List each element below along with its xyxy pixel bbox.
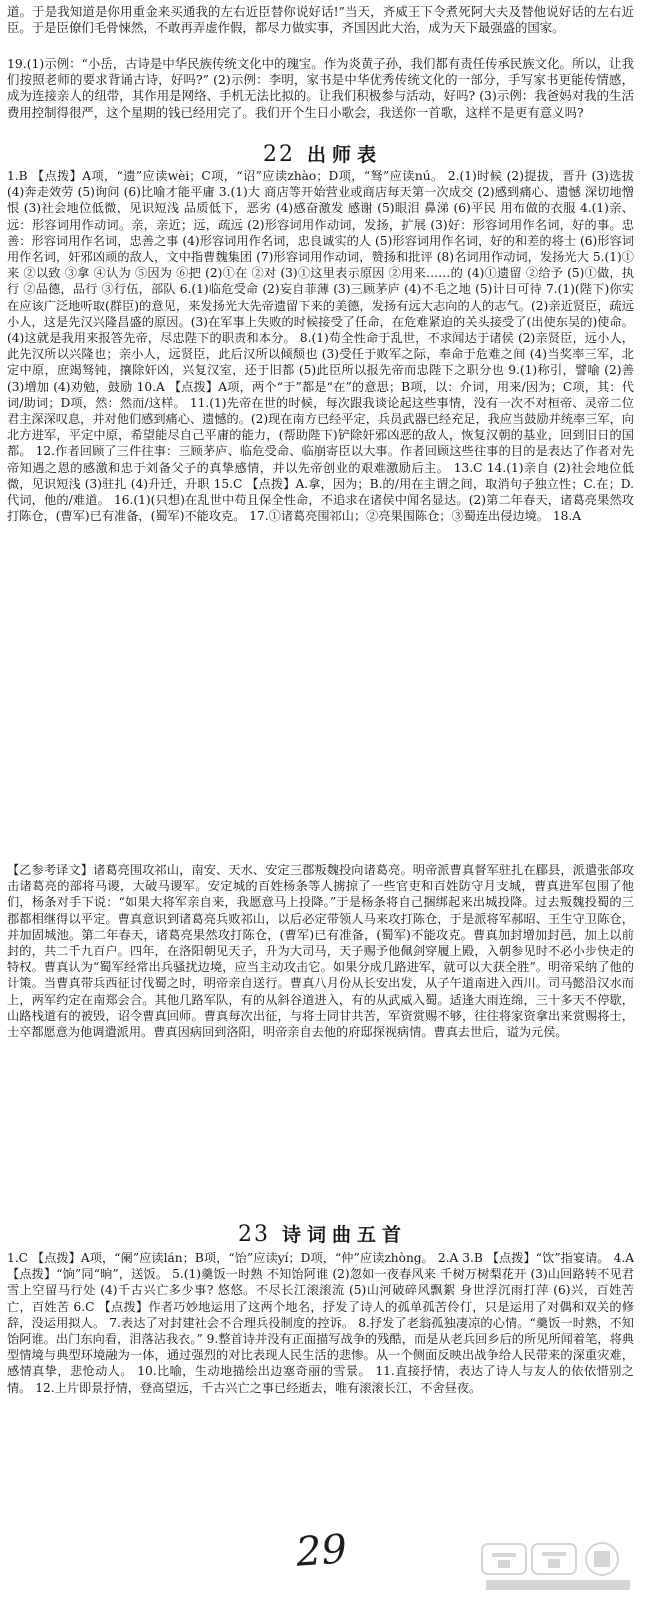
question-19-answer: 19.(1)示例：“小岳，古诗是中华民族传统文化中的瑰宝。作为炎黄子孙，我们都有责任传承民族文化。所以，让我们按照老师的要求背诵古诗，好吗?” (2)示例：李明，家书是中华优秀传统文化的一部分，手写家书更能传情感，成为连接亲人的纽带，其作用是网络、手机无法比拟的。让我们积极参与活动，好吗? (3)示例：我爸妈对我的生活费用控制得很严，这个星期的钱已经用完了。我们开个生日小歌会，我送你一首歌，这样不是更有意义吗? xyxy=(7,56,634,120)
handwritten-page-number: 29 xyxy=(294,1526,349,1576)
section-23-number: 23 xyxy=(237,1222,270,1247)
section-22-reference-translation: 【乙参考译文】诸葛亮围攻祁山，南安、天水、安定三郡叛魏投向诸葛亮。明帝派曹真督军驻扎在郿县，派遣张郃攻击诸葛亮的部将马谡，大破马谡军。安定城的百姓杨条等人掳掠了一些官吏和百姓防守月支城，曹真进军包围了他们，杨条对手下说：“如果大将军亲自来，我愿意马上投降。”于是杨条将自己捆绑起来出城投降。过去叛魏投蜀的三郡都相继得以平定。曹真意识到诸葛亮兵败祁山，以后必定带领人马来攻打陈仓，于是派将军郝昭、王生守卫陈仓，并加固城池。第二年春天，诸葛亮果然攻打陈仓，(曹军)已有准备，(蜀军)不能攻克。曹真加封增加封邑，加上以前封的，共二千九百户。四年，在洛阳朝见天子，升为大司马，天子赐予他佩剑穿履上殿，入朝参见时不必小步快走的特权。曹真认为“蜀军经常出兵骚扰边境，应当主动攻击它。如果分成几路进军，就可以大获全胜”。明帝采纳了他的计策。当曹真带兵西征讨伐蜀之时，明帝亲自送行。曹真八月份从长安出发，从子午道南进入西川。司马懿沿汉水而上，两军约定在南郑会合。其他几路军队，有的从斜谷道进入，有的从武威入蜀。适逢大雨连绵，三十多天不停歇，山路栈道有的被毁，诏令曹真回师。曹真每次出征，与将士同甘共苦，军资赏赐不够，往往将家资拿出来赏赐将士，士卒都愿意为他调遣派用。曹真因病回到洛阳，明帝亲自去他的府邸探视病情。曹真去世后，谥为元侯。 xyxy=(7,863,634,1040)
section-22-number: 22 xyxy=(262,142,295,167)
section-22-title: 出师表 xyxy=(306,144,382,166)
section-23-title: 诗词曲五首 xyxy=(281,1224,407,1246)
watermark-logo xyxy=(478,1540,638,1596)
section-22-answers: 1.B 【点拨】A项，“遗”应读wèi；C项，“诏”应读zhào；D项，“驽”应读nú。 2.(1)时候 (2)提拔，晋升 (3)选拔 (4)奔走效劳 (5)询问 (6)比喻才能平庸 3.(1)大 商店等开始营业或商店每天第一次成交 (2)感到痛心、遗憾 深切地憎恨 (3)社会地位低微，见识短浅 品质低下，恶劣 (4)感奋激发 感谢 (5)眼泪 鼻涕 (6)平民 用布做的衣服 4.(1)亲、远：形容词用作动词。亲，亲近；远，疏远 (2)形容词用作动词，发扬，扩展 (3)好：形容词用作名词，好的事。忠善：形容词用作名词，忠善之事 (4)形容词用作名词，忠良诚实的人 (5)形容词用作名词，好的和差的将士 (6)形容词用作名词，奸邪凶顽的敌人，文中指曹魏集团 (7)形容词用作动词，赞扬和批评 (8)名词用作动词，发扬光大 5.(1)①来 ②以致 ③拿 ④认为 ⑤因为 ⑥把 (2)①在 ②对 (3)①这里表示原因 ②用来……的 (4)①遗留 ②给予 (5)①做，执行 ②品德，品行 ③行伍，部队 6.(1)临危受命 (2)妄自菲薄 (3)三顾茅庐 (4)不毛之地 (5)计日可待 7.(1)(陛下)你实在应该广泛地听取(群臣)的意见，来发扬光大先帝遗留下来的美德，发扬有远大志向的人的志气。(2)亲近贤臣，疏远小人，这是先汉兴隆昌盛的原因。(3)在军事上失败的时候接受了任命，在危难紧迫的关头接受了(出使东吴的)使命。(4)这就是我用来报答先帝，尽忠陛下的职责和本分。 8.(1)苟全性命于乱世，不求闻达于诸侯 (2)亲贤臣，远小人，此先汉所以兴隆也；亲小人，远贤臣，此后汉所以倾颓也 (3)受任于败军之际，奉命于危难之间 (4)当奖率三军，北定中原，庶竭驽钝，攘除奸凶，兴复汉室，还于旧都 (5)此臣所以报先帝而忠陛下之职分也 9.(1)称引，譬喻 (2)善 (3)增加 (4)劝勉，鼓励 10.A 【点拨】A项，两个“于”都是“在”的意思；B项，以：介词，用来/因为；C项，其：代词/助词；D项，然：然而/这样。 11.(1)先帝在世的时候，每次跟我谈论起这些事情，没有一次不对桓帝、灵帝二位君主深深叹息，并对他们感到痛心、遗憾的。(2)现在南方已经平定，兵员武器已经充足，我应当鼓励并统率三军，向北方进军，平定中原，希望能尽自己平庸的能力，(帮助陛下)铲除奸邪凶恶的敌人，恢复汉朝的基业，回到旧日的国都。 12.作者回顾了三件往事：三顾茅庐、临危受命、临崩寄臣以大事。作者回顾这些往事的目的是表达了作者对先帝知遇之恩的感激和忠于刘备父子的真挚感情，并以先帝创业的艰难激励后主。 13.C 14.(1)亲自 (2)社会地位低微，见识短浅 (3)驻扎 (4)升迁，升职 15.C 【点拨】A.拿，因为；B.的/用在主谓之间，取消句子独立性；C.在；D.代词，他的/难道。 16.(1)(只想)在乱世中苟且保全性命，不追求在诸侯中闻名显达。(2)第二年春天，诸葛亮果然攻打陈仓，(曹军)已有准备，(蜀军)不能攻克。 17.①诸葛亮围祁山；②亮果围陈仓；③蜀连出侵边境。 18.A xyxy=(7,169,634,524)
section-23-answers: 1.C 【点拨】A项，“阑”应读lán；B项，“饴”应读yí；D项，“仲”应读zhòng。 2.A 3.B 【点拨】“饮”指宴请。 4.A 【点拨】“饷”同“晌”，送饭。 5.(1)羹饭一时熟 不知饴阿谁 (2)忽如一夜春风来 千树万树梨花开 (3)山回路转不见君 雪上空留马行处 (4)千古兴亡多少事? 悠悠。不尽长江滚滚流 (5)山河破碎风飘絮 身世浮沉雨打萍 (6)兴，百姓苦 亡，百姓苦 6.C 【点拨】作者巧妙地运用了这两个地名，抒发了诗人的孤单孤苦伶仃，只是运用了对偶和双关的修辞，没运用拟人。 7.表达了对封建社会不合理兵役制度的控诉。 8.抒发了老翁孤独凄凉的心情。“羹饭一时熟，不知饴阿谁。出门东向看，泪落沾我衣。” 9.整首诗并没有正面描写战争的残酷，而是从老兵回乡后的所见所闻着笔，将典型情境与典型环境融为一体，通过强烈的对比表现人民生活的悲惨。从一个侧面反映出战争给人民带来的深重灾难，感情真挚，悲怆动人。 10.比喻，生动地描绘出边塞奇丽的雪景。 11.直接抒情，表达了诗人与友人的依依惜别之情。 12.上片即景抒情，登高望远，千古兴亡之事已经逝去，唯有滚滚长江，不舍昼夜。 xyxy=(7,1251,634,1395)
section-22-heading xyxy=(0,140,645,167)
carryover-paragraph: 道。于是我知道是你用重金来买通我的左右近臣替你说好话!”当天，齐威王下令煮死阿大夫及替他说好话的左右近臣。于是臣僚们毛骨悚然，不敢再弄虚作假，都尽力做实事，齐国因此大治，成为天下最强盛的国家。 xyxy=(7,4,634,36)
section-23-heading xyxy=(0,1220,645,1247)
